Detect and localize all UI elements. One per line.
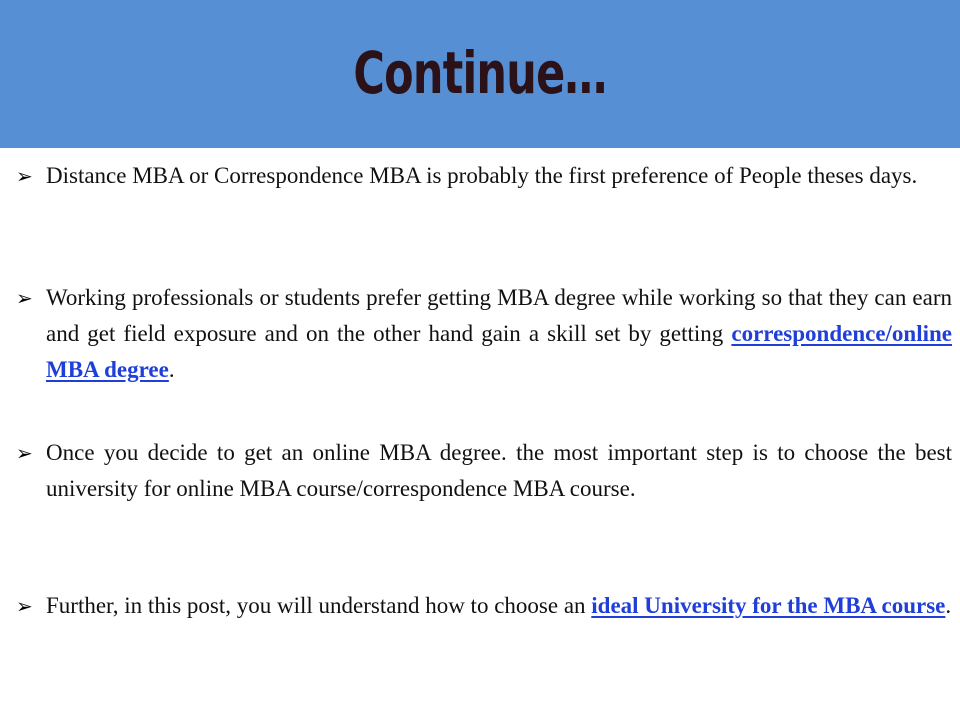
bullet-text-after: . xyxy=(168,357,175,382)
ideal-university-link[interactable]: ideal University for the MBA course xyxy=(591,593,946,618)
bullet-item xyxy=(16,588,952,624)
arrow-bullet-icon: ➢ xyxy=(16,594,33,618)
correspondence-mba-link[interactable]: correspondence/online MBA degree xyxy=(46,321,952,382)
arrow-bullet-icon: ➢ xyxy=(16,441,33,465)
bullet-text-before: Working professionals or students prefer getting MBA degree while working so that they can earn and get field exposure and on the other hand gain a skill set by getting xyxy=(46,285,952,346)
bullet-text xyxy=(46,588,952,624)
arrow-bullet-icon: ➢ xyxy=(16,286,33,310)
bullet-item xyxy=(16,158,952,194)
bullet-item xyxy=(16,280,952,388)
bullet-text: Once you decide to get an online MBA degree. the most important step is to choose the best university for online MBA course/correspondence MBA course. xyxy=(46,440,952,501)
bullet-text-after: . xyxy=(945,593,952,618)
bullet-text xyxy=(46,280,952,388)
arrow-bullet-icon: ➢ xyxy=(16,164,33,188)
bullet-text: Distance MBA or Correspondence MBA is probably the first preference of People theses days. xyxy=(46,163,918,188)
slide-title: Continue… xyxy=(353,39,607,107)
bullet-text-before: Further, in this post, you will understand how to choose an xyxy=(46,593,592,618)
bullet-item xyxy=(16,435,952,507)
